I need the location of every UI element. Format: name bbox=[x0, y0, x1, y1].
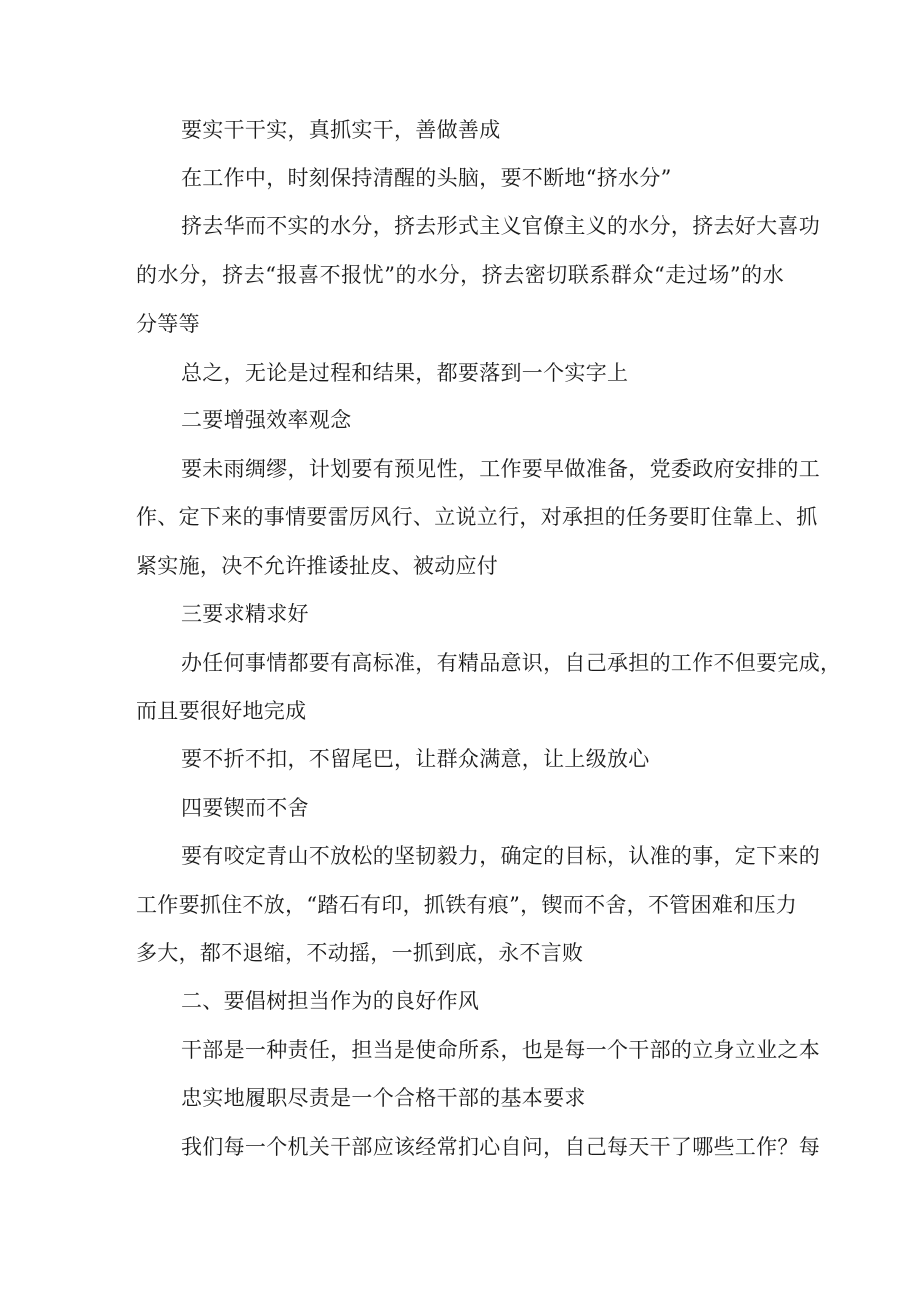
paragraph-line: 要不折不扣，不留尾巴，让群众满意，让上级放心 bbox=[181, 747, 650, 771]
section-heading: 二要增强效率观念 bbox=[181, 408, 352, 432]
section-heading: 四要锲而不舍 bbox=[181, 796, 309, 820]
paragraph-line: 要未雨绸缪，计划要有预见性，工作要早做准备，党委政府安排的工 bbox=[181, 457, 820, 481]
paragraph-line: 多大，都不退缩，不动摇，一抓到底，永不言败 bbox=[136, 941, 584, 965]
section-heading: 二、要倡树担当作为的良好作风 bbox=[181, 989, 480, 1013]
section-heading: 三要求精求好 bbox=[181, 602, 309, 626]
paragraph-line: 办任何事情都要有高标准，有精品意识，自己承担的工作不但要完成， bbox=[181, 651, 842, 675]
paragraph-line: 在工作中，时刻保持清醒的头脑，要不断地“挤水分” bbox=[181, 166, 672, 190]
paragraph-line: 作、定下来的事情要雷厉风行、立说立行，对承担的任务要盯住靠上、抓 bbox=[136, 505, 818, 529]
paragraph-line: 工作要抓住不放，“踏石有印，抓铁有痕”，锲而不舍，不管困难和压力 bbox=[136, 893, 798, 917]
paragraph-line: 分等等 bbox=[136, 312, 200, 336]
paragraph-line: 的水分，挤去“报喜不报忧”的水分，挤去密切联系群众“走过场”的水 bbox=[136, 263, 784, 287]
paragraph-line: 忠实地履职尽责是一个合格干部的基本要求 bbox=[181, 1086, 586, 1110]
paragraph-line: 挤去华而不实的水分，挤去形式主义官僚主义的水分，挤去好大喜功 bbox=[181, 214, 820, 238]
paragraph-line: 而且要很好地完成 bbox=[136, 699, 307, 723]
paragraph-line: 总之，无论是过程和结果，都要落到一个实字上 bbox=[181, 361, 629, 385]
paragraph-line: 紧实施，决不允许推诿扯皮、被动应付 bbox=[136, 554, 499, 578]
paragraph-line: 干部是一种责任，担当是使命所系，也是每一个干部的立身立业之本 bbox=[181, 1038, 820, 1062]
paragraph-line: 要有咬定青山不放松的坚韧毅力，确定的目标，认准的事，定下来的 bbox=[181, 844, 820, 868]
paragraph-line: 我们每一个机关干部应该经常扪心自问，自己每天干了哪些工作？每 bbox=[181, 1135, 820, 1159]
paragraph-line: 要实干干实，真抓实干，善做善成 bbox=[181, 118, 501, 142]
